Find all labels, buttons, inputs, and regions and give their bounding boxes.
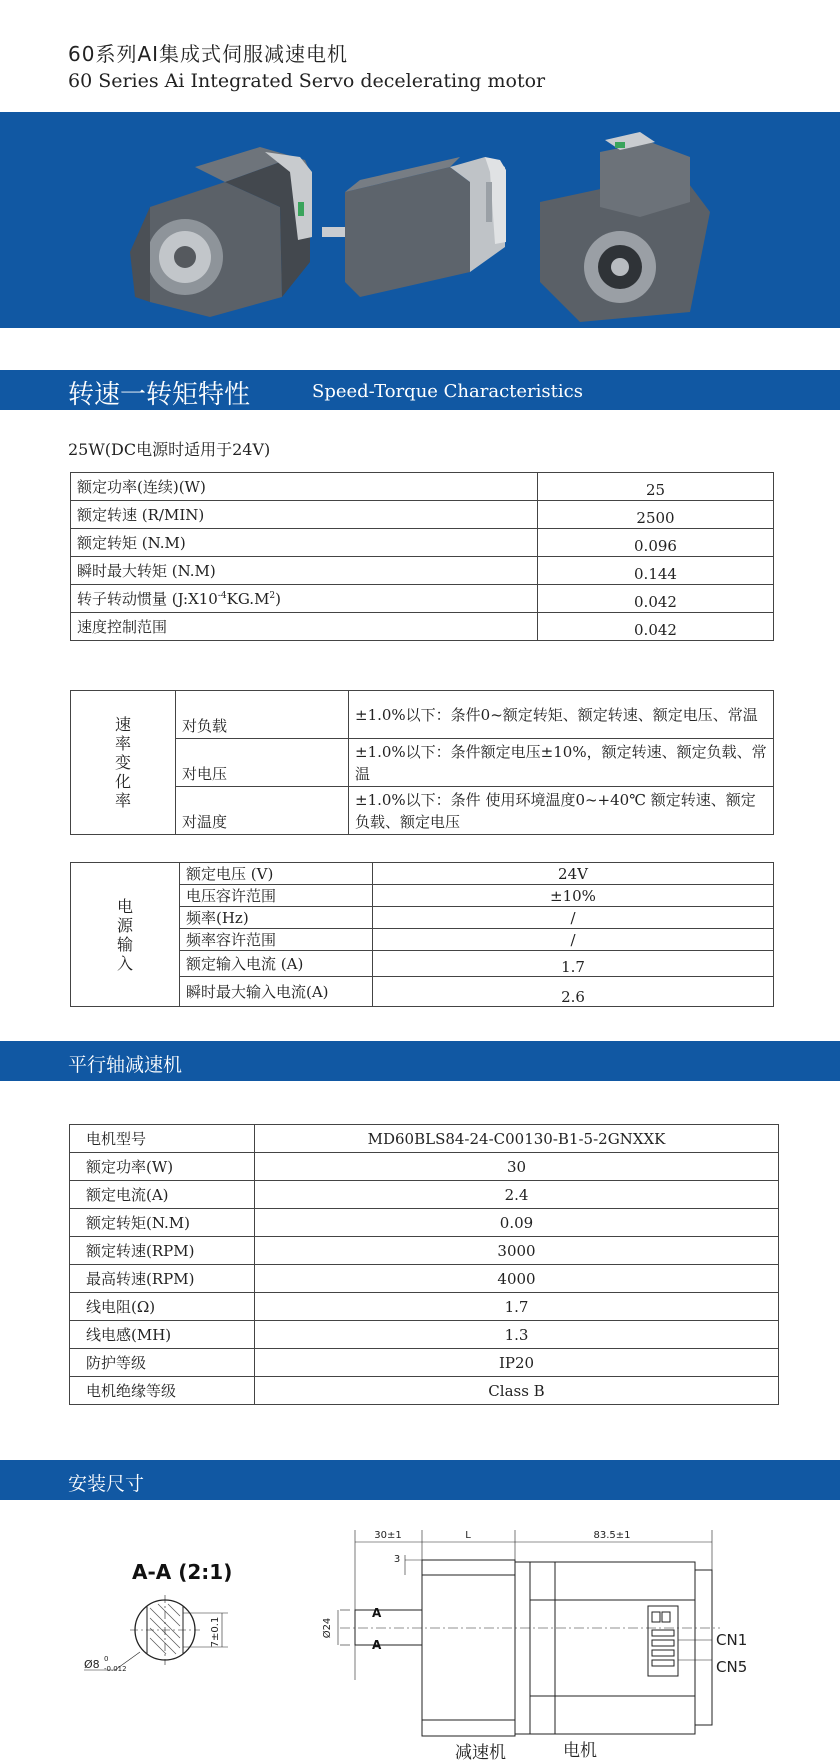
- dimension-drawing: [0, 1500, 840, 1760]
- spec-label: 瞬时最大转矩 (N.M): [71, 557, 538, 585]
- dim-24-label: Ø24: [322, 1617, 333, 1639]
- motor-images: [0, 112, 840, 328]
- reducer-value: MD60BLS84-24-C00130-B1-5-2GNXXK: [255, 1125, 779, 1153]
- install-heading: 安装尺寸: [68, 1473, 145, 1495]
- product-banner: [0, 112, 840, 328]
- spec-value: 0.042: [538, 585, 774, 613]
- dim-dia-tol-top: 0: [104, 1655, 109, 1663]
- spec-value: 25: [538, 473, 774, 501]
- reducer-value: 1.3: [255, 1321, 779, 1349]
- condition-value: ±1.0%以下：条件0~额定转矩、额定转速、额定电压、常温: [349, 691, 774, 739]
- spec-label: 额定功率(连续)(W): [71, 473, 538, 501]
- power-value: /: [373, 929, 774, 951]
- connector-cn1-label: CN1: [716, 1631, 748, 1649]
- speed-change-group-label: 速 率 变 化 率: [71, 691, 176, 835]
- power-label: 频率容许范围: [180, 929, 373, 951]
- spec-label: 速度控制范围: [71, 613, 538, 641]
- power-value: 1.7: [373, 951, 774, 977]
- reducer-value: 30: [255, 1153, 779, 1181]
- reducer-value: Class B: [255, 1377, 779, 1405]
- reducer-label: 防护等级: [70, 1349, 255, 1377]
- reducer-label: 额定转矩(N.M): [70, 1209, 255, 1237]
- power-label: 频率(Hz): [180, 907, 373, 929]
- dim-L-label: L: [465, 1530, 471, 1541]
- reducer-label: 电机绝缘等级: [70, 1377, 255, 1405]
- reducer-value: 0.09: [255, 1209, 779, 1237]
- spec-value: 2500: [538, 501, 774, 529]
- dim-dia-tol-bot: -0.012: [104, 1665, 127, 1673]
- power-input-table: [70, 862, 774, 1007]
- power-value: 24V: [373, 863, 774, 885]
- power-input-group-label: 电 源 输 入: [71, 863, 180, 1007]
- table-row: [71, 691, 774, 739]
- reducer-label: 电机型号: [70, 1125, 255, 1153]
- table-row: [71, 585, 774, 613]
- dim-dia-label: Ø8: [84, 1658, 100, 1671]
- reducer-value: 3000: [255, 1237, 779, 1265]
- table-row: [70, 1209, 779, 1237]
- table-row: [71, 473, 774, 501]
- section-view: [84, 1560, 232, 1673]
- reducer-value: 2.4: [255, 1181, 779, 1209]
- dim-3-label: 3: [393, 1554, 401, 1565]
- speed-change-table: [70, 690, 774, 835]
- condition-label: 对电压: [176, 739, 349, 787]
- table-row: [71, 787, 774, 835]
- spec-value: 0.096: [538, 529, 774, 557]
- parallel-reducer-heading: 平行轴减速机: [68, 1054, 183, 1076]
- spec-value: 0.144: [538, 557, 774, 585]
- spec-label: 转子转动惯量 $(J:X10^{-4}KG.M^2)$: [71, 585, 538, 613]
- condition-label: 对温度: [176, 787, 349, 835]
- power-label: 电压容许范围: [180, 885, 373, 907]
- table-row: [70, 1349, 779, 1377]
- table-row: [70, 1293, 779, 1321]
- table-row: [71, 501, 774, 529]
- power-value: 2.6: [373, 977, 774, 1007]
- section-mark-a-top: A: [372, 1606, 382, 1620]
- parallel-reducer-table: [69, 1124, 779, 1405]
- power-label: 额定输入电流 (A): [180, 951, 373, 977]
- reducer-label: 额定功率(W): [70, 1153, 255, 1181]
- dim-835-label: 83.5±1: [593, 1530, 631, 1541]
- spec-value: 0.042: [538, 613, 774, 641]
- section-bar-install: [0, 1460, 840, 1500]
- table-row: [71, 529, 774, 557]
- power-label: 瞬时最大输入电流(A): [180, 977, 373, 1007]
- condition-value: ±1.0%以下：条件 使用环境温度0~+40℃ 额定转速、额定负载、额定电压: [349, 787, 774, 835]
- power-value: ±10%: [373, 885, 774, 907]
- table-row: [71, 739, 774, 787]
- table-row: [71, 557, 774, 585]
- table-row: [70, 1181, 779, 1209]
- table-row: [70, 1153, 779, 1181]
- dim-30-label: 30±1: [374, 1530, 402, 1541]
- spec-label: 额定转矩 (N.M): [71, 529, 538, 557]
- reducer-value: 1.7: [255, 1293, 779, 1321]
- connector-cn5-label: CN5: [716, 1658, 748, 1676]
- speed-torque-subtitle: 25W(DC电源时适用于24V): [68, 440, 271, 459]
- motor-image-1: [130, 147, 312, 317]
- reducer-label: 额定转速(RPM): [70, 1237, 255, 1265]
- spec-label: 额定转速 (R/MIN): [71, 501, 538, 529]
- table-row: [70, 1377, 779, 1405]
- table-row: [71, 863, 774, 885]
- motor-image-2: [322, 157, 506, 297]
- speed-torque-table: [70, 472, 774, 641]
- power-label: 额定电压 (V): [180, 863, 373, 885]
- power-value: /: [373, 907, 774, 929]
- speed-torque-heading-cn: 转速一转矩特性: [68, 380, 251, 410]
- page-title-cn: 60系列AI集成式伺服减速电机: [68, 42, 349, 66]
- table-row: [70, 1265, 779, 1293]
- table-row: [70, 1125, 779, 1153]
- reducer-label: 线电阻(Ω): [70, 1293, 255, 1321]
- dim-flat-label: 7±0.1: [210, 1616, 221, 1648]
- section-mark-a-bottom: A: [372, 1638, 382, 1652]
- reducer-label: 线电感(MH): [70, 1321, 255, 1349]
- condition-value: ±1.0%以下：条件额定电压±10%，额定转速、额定负载、常温: [349, 739, 774, 787]
- section-label: A-A (2:1): [132, 1560, 233, 1584]
- table-row: [70, 1237, 779, 1265]
- reducer-label: 最高转速(RPM): [70, 1265, 255, 1293]
- reducer-value: IP20: [255, 1349, 779, 1377]
- table-row: [71, 613, 774, 641]
- page-title-en: 60 Series Ai Integrated Servo decelerating motor: [68, 70, 546, 92]
- section-bar-speed-torque: [0, 370, 840, 410]
- condition-label: 对负载: [176, 691, 349, 739]
- reducer-value: 4000: [255, 1265, 779, 1293]
- table-row: [70, 1321, 779, 1349]
- reducer-label: 额定电流(A): [70, 1181, 255, 1209]
- section-bar-parallel-reducer: [0, 1041, 840, 1081]
- motor-image-3: [540, 132, 710, 322]
- motor-part-label: 电机: [563, 1741, 597, 1760]
- speed-torque-heading-en: Speed-Torque Characteristics: [312, 381, 583, 402]
- reducer-part-label: 减速机: [455, 1743, 506, 1760]
